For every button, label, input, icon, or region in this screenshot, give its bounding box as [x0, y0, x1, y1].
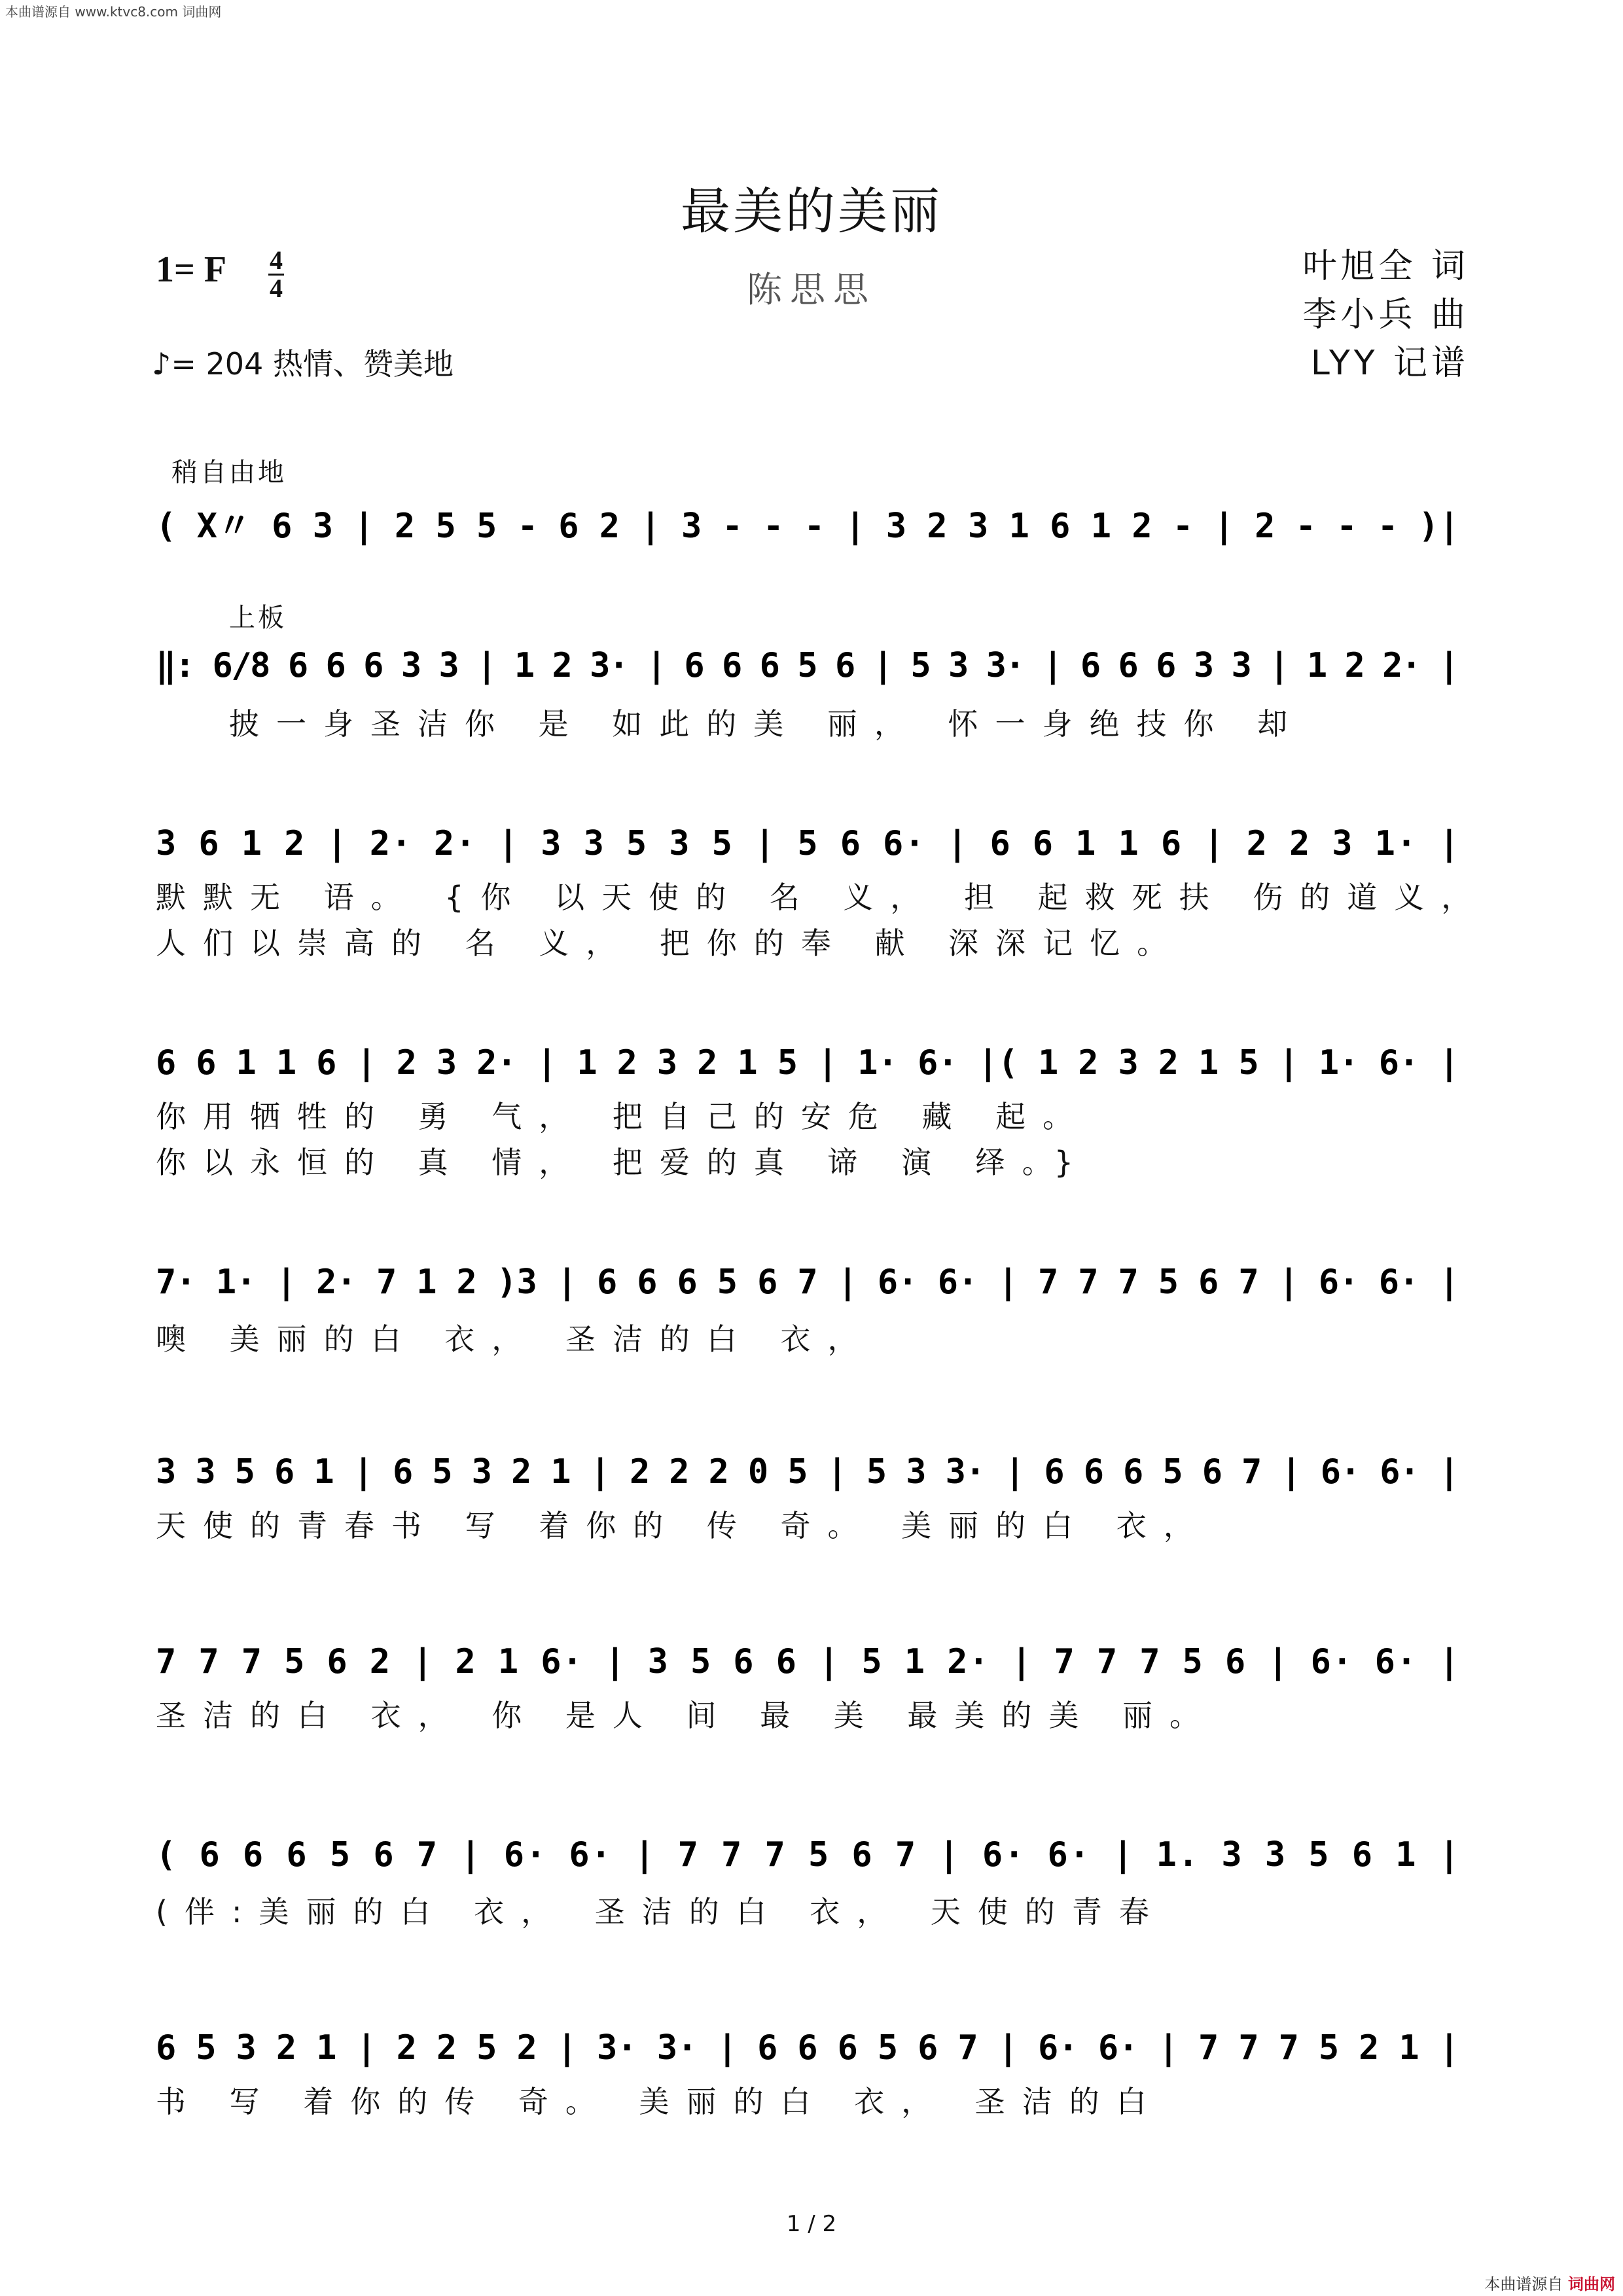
lyricist-credit: 叶旭全 词 — [1302, 247, 1469, 286]
notation-line — [156, 634, 1478, 692]
time-signature-bottom: 4 — [270, 274, 283, 303]
notation-text: 7· 1· | 2· 7 1 2 )3 | 6 6 6 5 6 7 | 6· 6· | 7 7 7 5 6 7 | 6· 6· | — [156, 1263, 1465, 1302]
transcriber-credit: LYY 记谱 — [1310, 344, 1469, 383]
key-signature: 1= F — [156, 249, 227, 290]
notation-svg — [156, 1250, 1478, 1309]
notation-text: ‖: 6/8 6 6 6 3 3 | 1 2 3· | 6 6 6 5 6 | 5 3 3· | 6 6 6 3 3 | 1 2 2· | — [156, 646, 1465, 685]
notation-line — [156, 1823, 1478, 1882]
time-signature-top: 4 — [270, 245, 283, 275]
lyric-line: 圣洁的白 衣， 你 是人 间 最 美 最美的美 丽。 — [156, 1698, 1217, 1733]
lyric-line: 书 写 着你的传 奇。 美丽的白 衣， 圣洁的白 — [156, 2084, 1164, 2119]
footer-text: 本曲谱源自 — [1484, 2275, 1563, 2293]
lyric-line: 噢 美丽的白 衣， 圣洁的白 衣， — [156, 1321, 875, 1357]
footer-credit — [1484, 2271, 1615, 2294]
notation-line — [156, 812, 1478, 870]
lyric-line: 天使的青春书 写 着你的 传 奇。 美丽的白 衣， — [156, 1508, 1211, 1543]
footer-brand: 词曲网 — [1568, 2275, 1615, 2293]
notation-text: ( X〃 6 3 | 2 5 5 - 6 2 | 3 - - - | 3 2 3 1 6 1 2 - | 2 - - - )| — [156, 507, 1465, 546]
source-note: 本曲谱源自 www.ktvc8.com 词曲网 — [5, 4, 222, 20]
lyric-line: 默默无 语。 {你 以天使的 名 义， 担 起救死扶 伤的道义， — [156, 880, 1489, 915]
direction-text: 上板 — [229, 603, 287, 633]
notation-line — [156, 1031, 1478, 1090]
notation-svg — [156, 1031, 1478, 1090]
notation-text: 6 6 1 1 6 | 2 3 2· | 1 2 3 2 1 5 | 1· 6· |( 1 2 3 2 1 5 | 1· 6· | — [156, 1043, 1465, 1083]
notation-text: 3 6 1 2 | 2· 2· | 3 3 5 3 5 | 5 6 6· | 6 6 1 1 6 | 2 2 3 1· | — [156, 824, 1465, 863]
notation-svg — [156, 2016, 1478, 2075]
lyric-line: 你以永恒的 真 情， 把爱的真 谛 演 绎。} — [156, 1145, 1090, 1180]
time-signature — [268, 247, 284, 302]
notation-svg — [156, 1823, 1478, 1882]
notation-text: ( 6 6 6 5 6 7 | 6· 6· | 7 7 7 5 6 7 | 6· 6· | 1. 3 3 5 6 1 | — [156, 1835, 1465, 1874]
direction-text: 稍自由地 — [171, 457, 287, 488]
notation-text: 3 3 5 6 1 | 6 5 3 2 1 | 2 2 2 0 5 | 5 3 3· | 6 6 6 5 6 7 | 6· 6· | — [156, 1452, 1465, 1492]
notation-line — [156, 1250, 1478, 1309]
notation-line — [156, 1630, 1478, 1689]
notation-line — [156, 1440, 1478, 1499]
notation-line — [156, 494, 1478, 553]
notation-svg — [156, 1440, 1478, 1499]
composer-credit: 李小兵 曲 — [1302, 295, 1469, 334]
song-title: 最美的美丽 — [681, 182, 942, 240]
notation-text: 7 7 7 5 6 2 | 2 1 6· | 3 5 6 6 | 5 1 2· | 7 7 7 5 6 | 6· 6· | — [156, 1642, 1465, 1681]
notation-svg — [156, 812, 1478, 870]
notation-svg — [156, 494, 1478, 553]
lyric-line: 人们以崇高的 名 义， 把你的奉 献 深深记忆。 — [156, 925, 1185, 961]
lyric-line: 你用牺牲的 勇 气， 把自己的安危 藏 起。 — [156, 1099, 1090, 1134]
notation-svg — [156, 1630, 1478, 1689]
notation-text: 6 5 3 2 1 | 2 2 5 2 | 3· 3· | 6 6 6 5 6 7 | 6· 6· | 7 7 7 5 2 1 | — [156, 2028, 1465, 2068]
tempo-marking: ♪= 204 热情、赞美地 — [152, 346, 454, 382]
lyric-line: 披一身圣洁你 是 如此的美 丽， 怀一身绝技你 却 — [229, 706, 1305, 742]
notation-svg — [156, 634, 1478, 692]
notation-line — [156, 2016, 1478, 2075]
credits — [1302, 242, 1469, 387]
singer-name: 陈思思 — [747, 269, 876, 310]
page-number: 1 / 2 — [786, 2211, 837, 2237]
lyric-line: (伴:美丽的白 衣， 圣洁的白 衣， 天使的青春 — [156, 1894, 1166, 1929]
